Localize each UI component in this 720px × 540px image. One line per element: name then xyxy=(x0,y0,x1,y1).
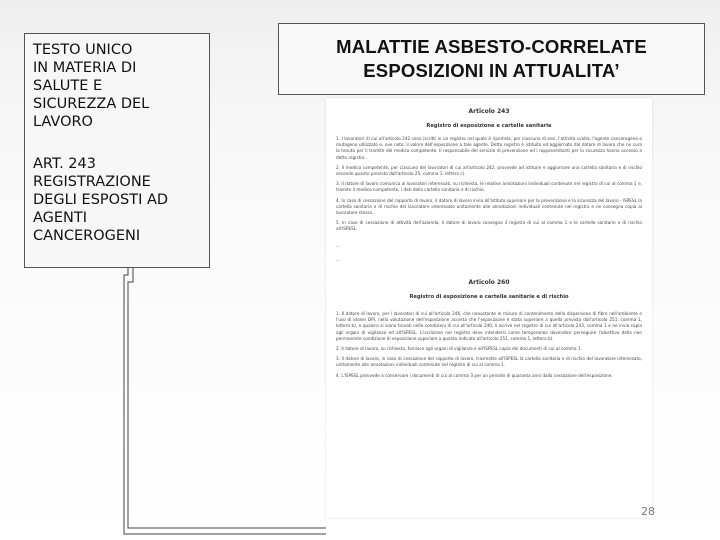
spacer xyxy=(33,131,201,155)
paragraph: 1. Il datore di lavoro, per i lavoratori di cui all'articolo 246, che nonostante le misure di contenimento della dispersione di fibre nell'ambiente e l'uso di idonei DPI, nella valutazione dell'esposizione accerta che l'esposizione è stata superiore a quella prevista dall'articolo 251, comma 1, lettera b), e qualora si siano trovati nelle condizioni di cui all'articolo 240, li iscrive nel registro di cui all'articolo 243, comma 1 e ne invia copia agli organi di vigilanza ed all'ISPESL. L'iscrizione nel registro deve intendersi come temporanea dovendosi perseguire l'obiettivo della non permanente condizione di esposizione superiore a quanto indicato all'articolo 251, comma 1, lettera b). xyxy=(336,311,642,341)
page-number: 28 xyxy=(641,505,655,518)
article-243-heading: Articolo 243 xyxy=(468,108,510,115)
paragraph: 3. Il datore di lavoro comunica ai lavoratori interessati, su richiesta, le relative annotazioni individuali contenute nel registro di cui al comma 1 e, tramite il medico competente, i dati della cartella sanitaria e di rischio. xyxy=(336,181,642,193)
paragraph: 1. I lavoratori di cui all'articolo 242 sono iscritti in un registro nel quale è riportata, per ciascuno di essi, l'attività svolta, l'agente cancerogeno o mutageno utilizzato e, ove noto, il valore dell'esposizione a tale agente. Detto registro è istituito ed aggiornato dal datore di lavoro che ne cura la tenuta per il tramite del medico competente. Il responsabile del servizio di prevenzione ed i rappresentanti per la sicurezza hanno accesso a detto registro. xyxy=(336,136,642,160)
paragraph: 4. In caso di cessazione del rapporto di lavoro, il datore di lavoro invia all'Istituto superiore per la prevenzione e la sicurezza del lavoro - ISPESL la cartella sanitaria e di rischio del lavoratore interessato unitamente alle annotazioni individuali contenute nel registro e ne consegna copia al lavoratore stesso. xyxy=(336,197,642,216)
ellipsis: ... xyxy=(336,256,340,262)
article-title-text: ART. 243 REGISTRAZIONE DEGLI ESPOSTI AD AGENTI CANCEROGENI xyxy=(33,156,169,244)
paragraph: 2. Il datore di lavoro, su richiesta, fornisce agli organi di vigilanza e all'ISPESL copia dei documenti di cui al comma 1. xyxy=(336,346,582,352)
connector-outer xyxy=(124,268,326,534)
paragraph: 3. Il datore di lavoro, in caso di cessazione del rapporto di lavoro, trasmette all'ISPESL la cartella sanitaria e di rischio del lavoratore interessato, unitamente alle annotazioni individuali contenute nel registro di cui al comma 1. xyxy=(336,356,642,368)
slide-title-line-1: MALATTIE ASBESTO-CORRELATE xyxy=(336,36,647,57)
slide-title-box xyxy=(278,23,705,95)
article-260-heading: Articolo 260 xyxy=(468,279,510,287)
law-title-text: TESTO UNICO IN MATERIA DI SALUTE E SICUREZZA DEL LAVORO xyxy=(33,42,150,130)
paragraph: 5. In caso di cessazione di attività dell'azienda, il datore di lavoro consegna il registro di cui al comma 1 e le cartelle sanitarie e di rischio all'ISPESL. xyxy=(336,220,642,232)
section-label-box xyxy=(24,33,210,268)
connector-inner xyxy=(128,268,326,528)
article-260-subheading: Registro di esposizione e cartelle sanitarie e di rischio xyxy=(409,294,569,301)
slide-title-line-2: ESPOSIZIONI IN ATTUALITA’ xyxy=(363,60,620,81)
document-excerpt xyxy=(326,98,652,518)
article-243-subheading: Registro di esposizione e cartelle sanitarie xyxy=(426,123,552,129)
ellipsis: ... xyxy=(336,242,340,248)
paragraph: 2. Il medico competente, per ciascuno dei lavoratori di cui all'articolo 242, provvede ad istituire e aggiornare una cartella sanitaria e di rischio secondo quanto previsto dall'articolo 25, comma 1, lettera c). xyxy=(336,164,642,177)
paragraph: 4. L'ISPESL provvede a conservare i documenti di cui al comma 3 per un periodo di quaranta anni dalla cessazione dell'esposizione. xyxy=(336,372,613,378)
